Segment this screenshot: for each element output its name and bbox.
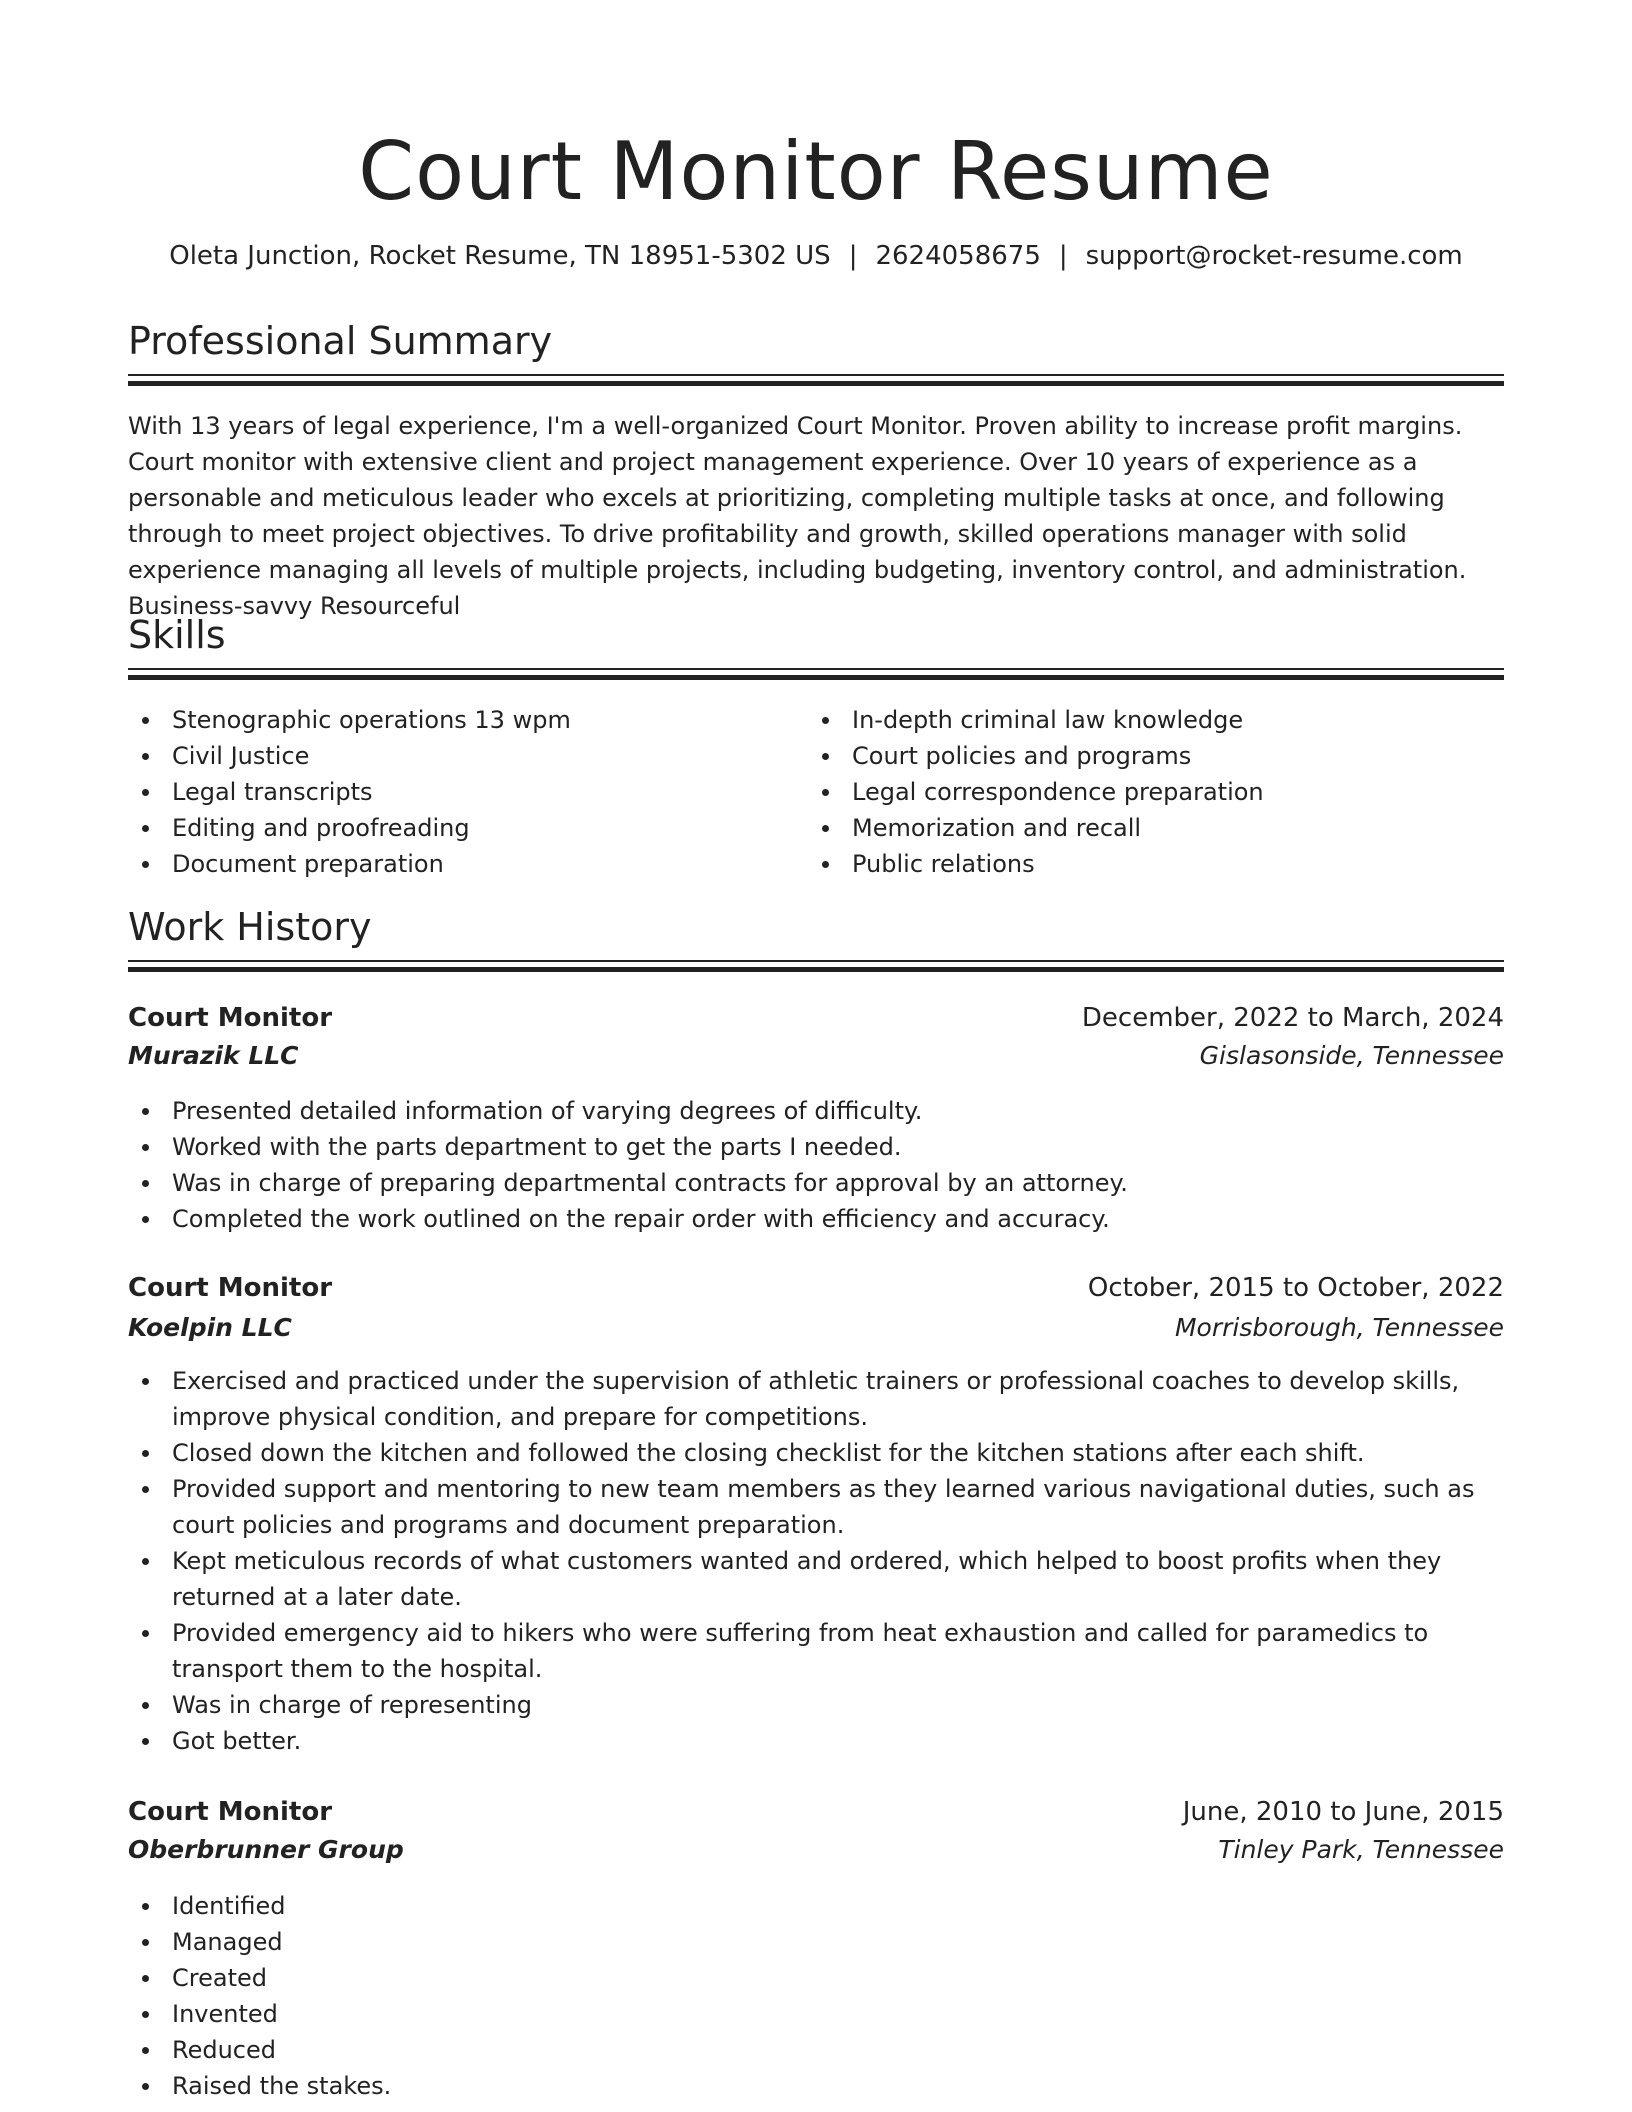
contact-line: [0, 240, 1632, 272]
job-title: Court Monitor: [128, 1003, 333, 1033]
job-duty-item: Was in charge of representing: [128, 1687, 1504, 1723]
skill-item: Public relations: [808, 846, 1468, 882]
skill-item: Court policies and programs: [808, 738, 1468, 774]
section-divider: [128, 668, 1504, 677]
contact-separator: |: [848, 241, 858, 271]
job-title: Court Monitor: [128, 1273, 333, 1303]
page-title: Court Monitor Resume: [358, 125, 1274, 218]
job-duty-item: Identified: [128, 1888, 1504, 1924]
job-duty-item: Provided support and mentoring to new team members as they learned various navigational duties, such as court policies and programs and document preparation.: [128, 1471, 1504, 1543]
job-duty-item: Worked with the parts department to get the parts I needed.: [128, 1129, 1504, 1165]
job-dates: December, 2022 to March, 2024: [1081, 1003, 1504, 1033]
job-duties-list: [128, 1093, 1504, 1237]
skill-item: Editing and proofreading: [128, 810, 788, 846]
section-divider: [128, 374, 1504, 383]
summary-text: With 13 years of legal experience, I'm a well-organized Court Monitor. Proven ability to increase profit margins. Court monitor with extensive client and project management experience. Over 10 years of experience as a personable and meticulous leader who excels at prioritizing, completing multiple tasks at once, and following through to meet project objectives. To drive profitability and growth, skilled operations manager with solid experience managing all levels of multiple projects, including budgeting, inventory control, and administration. Business-savvy Resourceful: [128, 412, 1467, 620]
job-duty-item: Completed the work outlined on the repair order with efficiency and accuracy.: [128, 1201, 1504, 1237]
job-duty-item: Invented: [128, 1996, 1504, 2032]
job-duty-item: Was in charge of preparing departmental contracts for approval by an attorney.: [128, 1165, 1504, 1201]
section-heading-skills: Skills: [128, 613, 226, 657]
job-title: Court Monitor: [128, 1797, 333, 1827]
job-duty-item: Kept meticulous records of what customers wanted and ordered, which helped to boost profits when they returned at a later date.: [128, 1543, 1504, 1615]
job-duty-item: Managed: [128, 1924, 1504, 1960]
contact-email: support@rocket-resume.com: [1085, 241, 1463, 271]
contact-phone: 2624058675: [875, 241, 1041, 271]
skill-item: Legal correspondence preparation: [808, 774, 1468, 810]
job-duties-list: [128, 1363, 1504, 1759]
skills-list-right: [808, 702, 1468, 882]
skill-item: Legal transcripts: [128, 774, 788, 810]
skills-list-left: [128, 702, 788, 882]
job-duty-item: Created: [128, 1960, 1504, 1996]
skill-item: Memorization and recall: [808, 810, 1468, 846]
job-location: Tinley Park, Tennessee: [1218, 1835, 1504, 1864]
job-duty-item: Reduced: [128, 2032, 1504, 2068]
skill-item: Document preparation: [128, 846, 788, 882]
job-location: Morrisborough, Tennessee: [1174, 1313, 1504, 1342]
job-duty-item: Presented detailed information of varying degrees of difficulty.: [128, 1093, 1504, 1129]
section-divider: [128, 960, 1504, 969]
section-heading-summary: Professional Summary: [128, 319, 553, 363]
job-dates: October, 2015 to October, 2022: [1087, 1273, 1504, 1303]
job-dates: June, 2010 to June, 2015: [1182, 1797, 1504, 1827]
job-duty-item: Raised the stakes.: [128, 2068, 1504, 2104]
job-duties-list: [128, 1888, 1504, 2104]
job-company: Oberbrunner Group: [128, 1835, 404, 1864]
job-company: Koelpin LLC: [128, 1313, 292, 1342]
job-location: Gislasonside, Tennessee: [1199, 1041, 1504, 1070]
skill-item: Stenographic operations 13 wpm: [128, 702, 788, 738]
skill-item: In-depth criminal law knowledge: [808, 702, 1468, 738]
job-duty-item: Got better.: [128, 1723, 1504, 1759]
section-heading-work-history: Work History: [128, 905, 372, 949]
job-company: Murazik LLC: [128, 1041, 299, 1070]
contact-separator: |: [1058, 241, 1068, 271]
contact-address: Oleta Junction, Rocket Resume, TN 18951-5302 US: [169, 241, 831, 271]
job-duty-item: Provided emergency aid to hikers who were suffering from heat exhaustion and called for paramedics to transport them to the hospital.: [128, 1615, 1504, 1687]
job-duty-item: Closed down the kitchen and followed the closing checklist for the kitchen stations after each shift.: [128, 1435, 1504, 1471]
skill-item: Civil Justice: [128, 738, 788, 774]
job-duty-item: Exercised and practiced under the supervision of athletic trainers or professional coaches to develop skills, improve physical condition, and prepare for competitions.: [128, 1363, 1504, 1435]
